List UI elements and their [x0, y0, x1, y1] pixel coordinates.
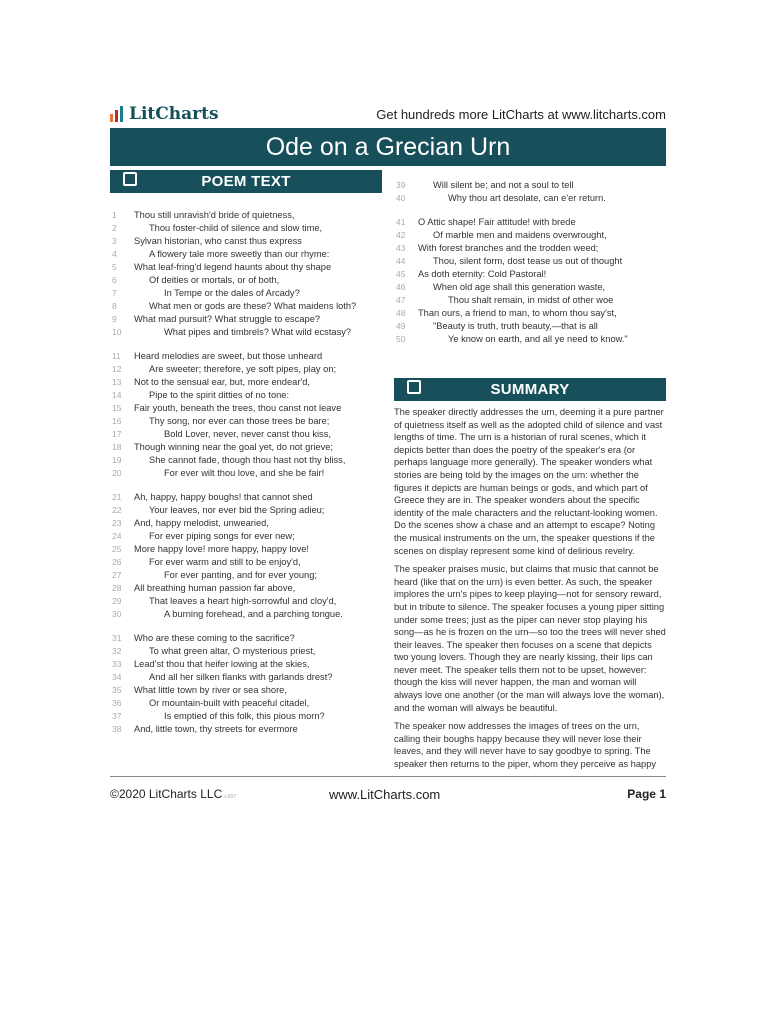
line-number: 47: [396, 295, 406, 305]
poem-line: [112, 402, 384, 415]
line-text: For ever panting, and for ever young;: [164, 570, 317, 580]
line-text: Thou foster-child of silence and slow time,: [149, 223, 323, 233]
line-number: 16: [112, 416, 122, 426]
line-number: 29: [112, 596, 122, 606]
poem-line: [112, 428, 384, 441]
line-text: Thou still unravish'd bride of quietness,: [134, 210, 295, 220]
line-text: To what green altar, O mysterious priest,: [149, 646, 316, 656]
line-number: 23: [112, 518, 122, 528]
poem-line: [112, 671, 384, 684]
line-text: And, little town, thy streets for evermore: [134, 724, 298, 734]
line-number: 20: [112, 468, 122, 478]
line-text: Bold Lover, never, never canst thou kiss,: [164, 429, 331, 439]
poem-line: [396, 333, 668, 346]
line-text: Lead'st thou that heifer lowing at the skies,: [134, 659, 310, 669]
poem-line: [112, 632, 384, 645]
line-text: For ever wilt thou love, and she be fair!: [164, 468, 325, 478]
line-text: Thou shalt remain, in midst of other woe: [448, 295, 614, 305]
poem-line: [112, 415, 384, 428]
line-text: When old age shall this generation waste,: [433, 282, 606, 292]
poem-line: [112, 569, 384, 582]
poem-line: [112, 530, 384, 543]
poem-line: [112, 595, 384, 608]
line-number: 48: [396, 308, 406, 318]
poem-line: [112, 608, 384, 621]
poem-line: [112, 235, 384, 248]
poem-line: [112, 684, 384, 697]
poem-line: [396, 268, 668, 281]
poem-line: [396, 255, 668, 268]
poem-line: [112, 491, 384, 504]
copyright-text: ©2020 LitCharts LLC: [110, 787, 223, 801]
line-text: Will silent be; and not a soul to tell: [433, 180, 574, 190]
line-number: 49: [396, 321, 406, 331]
poem-line: [396, 294, 668, 307]
footer-divider: [110, 776, 666, 777]
logo-bars-icon: [110, 106, 123, 122]
line-number: 24: [112, 531, 122, 541]
line-text: Who are these coming to the sacrifice?: [134, 633, 295, 643]
line-text: Thy song, nor ever can those trees be bare;: [149, 416, 330, 426]
line-number: 15: [112, 403, 122, 413]
poem-text-left-column: [112, 209, 384, 747]
line-text: Pipe to the spirit ditties of no tone:: [149, 390, 290, 400]
poem-line: [396, 179, 668, 192]
line-text: "Beauty is truth, truth beauty,—that is all: [433, 321, 598, 331]
line-number: 14: [112, 390, 122, 400]
line-number: 1: [112, 210, 117, 220]
line-text: And, happy melodist, unwearied,: [134, 518, 269, 528]
summary-text: [394, 406, 666, 777]
line-number: 30: [112, 609, 122, 619]
line-number: 41: [396, 217, 406, 227]
poem-line: [112, 222, 384, 235]
line-number: 45: [396, 269, 406, 279]
poem-line: [112, 389, 384, 402]
line-number: 46: [396, 282, 406, 292]
line-text: Or mountain-built with peaceful citadel,: [149, 698, 310, 708]
poem-line: [396, 216, 668, 229]
line-text: Is emptied of this folk, this pious morn?: [164, 711, 325, 721]
line-text: Are sweeter; therefore, ye soft pipes, play on;: [149, 364, 337, 374]
footer-copyright: [110, 787, 236, 801]
line-number: 38: [112, 724, 122, 734]
poem-stanza: [396, 216, 668, 346]
line-number: 17: [112, 429, 122, 439]
line-text: In Tempe or the dales of Arcady?: [164, 288, 300, 298]
line-number: 39: [396, 180, 406, 190]
line-text: Sylvan historian, who canst thus express: [134, 236, 302, 246]
line-text: A flowery tale more sweetly than our rhyme:: [149, 249, 330, 259]
poem-line: [396, 192, 668, 205]
poem-line: [396, 307, 668, 320]
poem-text-header: [110, 170, 382, 193]
poem-line: [112, 350, 384, 363]
poem-text-label: POEM TEXT: [201, 173, 291, 190]
poem-line: [112, 723, 384, 736]
poem-line: [112, 363, 384, 376]
line-number: 34: [112, 672, 122, 682]
line-number: 44: [396, 256, 406, 266]
poem-line: [112, 710, 384, 723]
poem-line: [112, 300, 384, 313]
notes-icon: [407, 380, 421, 394]
poem-line: [112, 454, 384, 467]
poem-stanza: [396, 179, 668, 205]
line-number: 42: [396, 230, 406, 240]
poem-text-right-column: [396, 179, 668, 357]
poem-line: [396, 229, 668, 242]
line-number: 5: [112, 262, 117, 272]
line-text: Thou, silent form, dost tease us out of thought: [433, 256, 623, 266]
poem-line: [112, 504, 384, 517]
line-text: Heard melodies are sweet, but those unheard: [134, 351, 323, 361]
poem-line: [112, 209, 384, 222]
line-text: Not to the sensual ear, but, more endear'd,: [134, 377, 310, 387]
poem-line: [396, 242, 668, 255]
line-text: She cannot fade, though thou hast not thy bliss,: [149, 455, 346, 465]
line-text: All breathing human passion far above,: [134, 583, 296, 593]
line-number: 31: [112, 633, 122, 643]
summary-paragraph: The speaker directly addresses the urn, deeming it a pure partner of quietness itself as well as the adopted child of silence and vast lengths of time. The urn is a historian of rural scenes, which it depicts better than does the poetry of the speaker's era (or perhaps language more generally). The speaker wonders what stories are being told by the images on the urn: whether the figures it depicts are human beings or gods, and which part of Greece they are in. The speaker wonders about the specific identity of the male characters and the reluctant-looking women. Do the scenes show a chase and an attempt to escape? Noting the musical instruments on the urn, the speaker questions if the scenes on display represent some kind of delirious revelry.: [394, 407, 664, 556]
poem-line: [112, 517, 384, 530]
line-number: 36: [112, 698, 122, 708]
poem-line: [112, 658, 384, 671]
line-text: Why thou art desolate, can e'er return.: [448, 193, 606, 203]
line-text: What leaf-fring'd legend haunts about thy shape: [134, 262, 332, 272]
line-text: More happy love! more happy, happy love!: [134, 544, 310, 554]
poem-line: [112, 313, 384, 326]
line-number: 9: [112, 314, 117, 324]
line-text: As doth eternity: Cold Pastoral!: [418, 269, 547, 279]
line-number: 35: [112, 685, 122, 695]
poem-line: [112, 441, 384, 454]
poem-line: [112, 645, 384, 658]
line-number: 12: [112, 364, 122, 374]
line-text: Than ours, a friend to man, to whom thou say'st,: [418, 308, 617, 318]
line-text: O Attic shape! Fair attitude! with brede: [418, 217, 576, 227]
line-text: What little town by river or sea shore,: [134, 685, 287, 695]
litcharts-logo[interactable]: [110, 104, 219, 124]
line-number: 37: [112, 711, 122, 721]
line-number: 21: [112, 492, 122, 502]
line-number: 13: [112, 377, 122, 387]
poem-line: [112, 261, 384, 274]
line-text: With forest branches and the trodden weed;: [418, 243, 599, 253]
line-number: 33: [112, 659, 122, 669]
line-text: Fair youth, beneath the trees, thou canst not leave: [134, 403, 342, 413]
line-number: 27: [112, 570, 122, 580]
line-text: For ever piping songs for ever new;: [149, 531, 295, 541]
line-number: 2: [112, 223, 117, 233]
line-text: Ye know on earth, and all ye need to know.": [448, 334, 628, 344]
version-text: v.007: [224, 794, 237, 800]
line-number: 40: [396, 193, 406, 203]
line-number: 3: [112, 236, 117, 246]
line-number: 32: [112, 646, 122, 656]
line-number: 10: [112, 327, 122, 337]
line-text: For ever warm and still to be enjoy'd,: [149, 557, 301, 567]
poem-line: [112, 467, 384, 480]
summary-header: [394, 378, 666, 401]
line-text: Your leaves, nor ever bid the Spring adieu;: [149, 505, 325, 515]
line-text: And all her silken flanks with garlands drest?: [149, 672, 333, 682]
summary-paragraph: The speaker praises music, but claims that music that cannot be heard (like that on the urn) is even better. As such, the speaker implores the urn's pipes to keep playing—not for sensory reward, but in tribute to silence. The speaker focuses a young piper sitting under some trees; just as the piper can never stop playing his song—as he is frozen on the urn—so too the trees will never shed their leaves. The speaker then focuses on a scene that depicts two young lovers. Though they are nearly kissing, their lips can never meet. The speaker tells them not to be upset, however: though the kiss will never happen, the man and woman will always love one another (or the man will always love the woman), and the woman will always be beautiful.: [394, 564, 666, 713]
poem-line: [396, 281, 668, 294]
line-text: Though winning near the goal yet, do not grieve;: [134, 442, 333, 452]
line-number: 6: [112, 275, 117, 285]
poem-stanza: [112, 491, 384, 621]
poem-line: [112, 326, 384, 339]
line-number: 26: [112, 557, 122, 567]
line-number: 28: [112, 583, 122, 593]
poem-stanza: [112, 632, 384, 736]
line-number: 7: [112, 288, 117, 298]
line-number: 43: [396, 243, 406, 253]
line-text: Ah, happy, happy boughs! that cannot shed: [134, 492, 313, 502]
poem-line: [112, 248, 384, 261]
page-number: Page 1: [627, 787, 666, 801]
summary-label: SUMMARY: [490, 381, 570, 398]
header-tagline[interactable]: Get hundreds more LitCharts at www.litcharts.com: [376, 107, 666, 122]
line-number: 19: [112, 455, 122, 465]
poem-stanza: [112, 350, 384, 480]
line-text: A burning forehead, and a parching tongue.: [164, 609, 343, 619]
poem-line: [112, 697, 384, 710]
line-text: What pipes and timbrels? What wild ecstasy?: [164, 327, 352, 337]
line-number: 50: [396, 334, 406, 344]
poem-line: [396, 320, 668, 333]
line-number: 22: [112, 505, 122, 515]
page-title: Ode on a Grecian Urn: [265, 132, 511, 161]
poem-stanza: [112, 209, 384, 339]
line-text: What mad pursuit? What struggle to escape?: [134, 314, 321, 324]
poem-line: [112, 582, 384, 595]
poem-line: [112, 274, 384, 287]
poem-line: [112, 556, 384, 569]
footer-site-link[interactable]: www.LitCharts.com: [329, 787, 441, 802]
line-text: Of deities or mortals, or of both,: [149, 275, 280, 285]
logo-text: LitCharts: [129, 104, 219, 124]
document-icon: [123, 172, 137, 186]
line-number: 18: [112, 442, 122, 452]
line-text: That leaves a heart high-sorrowful and cloy'd,: [149, 596, 337, 606]
line-text: What men or gods are these? What maidens loth?: [149, 301, 357, 311]
summary-paragraph: The speaker now addresses the images of trees on the urn, calling their boughs happy because they will never lose their leaves, and they will never have to say goodbye to spring. The speaker then returns to the piper, whom they perceive as happy: [394, 721, 657, 770]
line-number: 25: [112, 544, 122, 554]
poem-line: [112, 376, 384, 389]
poem-line: [112, 543, 384, 556]
line-number: 11: [112, 351, 121, 361]
line-number: 8: [112, 301, 117, 311]
line-number: 4: [112, 249, 117, 259]
line-text: Of marble men and maidens overwrought,: [433, 230, 607, 240]
page-title-bar: [110, 128, 666, 166]
poem-line: [112, 287, 384, 300]
